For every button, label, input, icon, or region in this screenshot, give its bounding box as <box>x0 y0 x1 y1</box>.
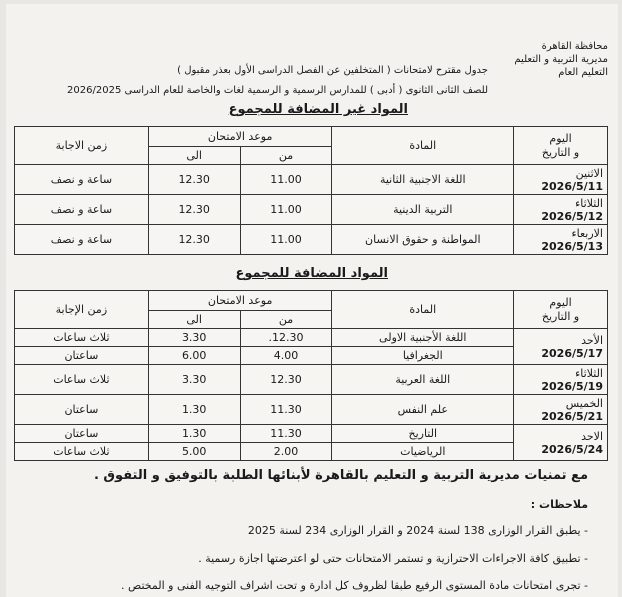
time-to: 5.00 <box>148 443 240 461</box>
exam-date: 2026/5/17 <box>541 346 603 360</box>
time-from: 12.30. <box>240 329 332 347</box>
notes-title: ملاحظات : <box>530 498 588 511</box>
subject-name: التاريخ <box>332 425 514 443</box>
header-to: الى <box>148 311 240 329</box>
duration: ساعتان <box>15 395 149 425</box>
closing-wishes: مع تمنيات مديرية التربية و التعليم بالقاهرة لأبنائها الطلبة بالتوفيق و التفوق . <box>93 468 588 483</box>
schedule-table-2 <box>14 290 608 461</box>
table-row <box>15 395 608 425</box>
header-title: جدول مقترح لامتحانات ( المتخلفين عن الفصل الدراسى الأول بعذر مقبول ) <box>177 65 488 76</box>
duration: ثلاث ساعات <box>15 329 149 347</box>
header-department: التعليم العام <box>558 67 608 78</box>
header-directorate: مديرية التربية و التعليم <box>514 54 608 65</box>
duration: ساعة و نصف <box>15 225 149 255</box>
time-to: 3.30 <box>148 365 240 395</box>
subject-name: اللغة الأجنبية الاولى <box>332 329 514 347</box>
schedule-table-1 <box>14 126 608 255</box>
subject-name: علم النفس <box>332 395 514 425</box>
exam-date: 2026/5/24 <box>541 442 603 456</box>
exam-date: 2026/5/21 <box>541 409 603 423</box>
day-name: الاحد <box>581 429 603 443</box>
time-from: 11.00 <box>240 165 332 195</box>
time-to: 6.00 <box>148 347 240 365</box>
exam-date: 2026/5/12 <box>541 209 603 223</box>
header-from: من <box>240 311 332 329</box>
note-item: - تطبيق كافة الاجراءات الاحترازية و تستمر الامتحانات حتى لو اعترضتها اجازة رسمية . <box>198 552 588 565</box>
time-from: 11.30 <box>240 425 332 443</box>
time-from: 11.00 <box>240 225 332 255</box>
time-to: 12.30 <box>148 195 240 225</box>
duration: ثلاث ساعات <box>15 443 149 461</box>
duration: ساعتان <box>15 425 149 443</box>
subject-name: التربية الدينية <box>332 195 514 225</box>
subject-name: الجغرافيا <box>332 347 514 365</box>
header-from: من <box>240 147 332 165</box>
section2-title: المواد المضافة للمجموع <box>235 266 388 281</box>
header-authority <box>514 40 608 79</box>
header-subject: المادة <box>332 291 514 329</box>
table-row <box>15 365 608 395</box>
time-from: 4.00 <box>240 347 332 365</box>
table-row <box>15 329 608 347</box>
header-duration: زمن الإجابة <box>15 291 149 329</box>
day-name: الاربعاء <box>571 226 603 240</box>
table-row <box>15 425 608 443</box>
exam-date: 2026/5/19 <box>541 379 603 393</box>
note-item: - تجرى امتحانات مادة المستوى الرفيع طبقا لظروف كل ادارة و تحت اشراف التوجيه الفنى و المختص . <box>121 579 588 592</box>
subject-name: اللغة العربية <box>332 365 514 395</box>
time-from: 11.00 <box>240 195 332 225</box>
exam-date: 2026/5/11 <box>541 179 603 193</box>
header-subtitle: للصف الثانى الثانوى ( أدبى ) للمدارس الرسمية و الرسمية لغات والخاصة للعام الدراسى 2026/2025 <box>67 85 488 96</box>
duration: ساعتان <box>15 347 149 365</box>
day-name: الثلاثاء <box>575 196 603 210</box>
time-to: 3.30 <box>148 329 240 347</box>
header-day-date: اليوم و التاريخ <box>514 127 608 165</box>
table-row <box>15 165 608 195</box>
duration: ساعة و نصف <box>15 195 149 225</box>
subject-name: المواطنة و حقوق الانسان <box>332 225 514 255</box>
header-to: الى <box>148 147 240 165</box>
header-exam-time: موعد الامتحان <box>148 127 332 147</box>
note-item: - يطبق القرار الوزارى 138 لسنة 2024 و القرار الوزارى 234 لسنة 2025 <box>247 524 588 537</box>
time-to: 1.30 <box>148 425 240 443</box>
day-name: الخميس <box>565 396 603 410</box>
time-to: 12.30 <box>148 225 240 255</box>
table-row <box>15 195 608 225</box>
exam-date: 2026/5/13 <box>541 239 603 253</box>
duration: ساعة و نصف <box>15 165 149 195</box>
time-from: 11.30 <box>240 395 332 425</box>
header-subject: المادة <box>332 127 514 165</box>
day-name: الثلاثاء <box>575 366 603 380</box>
time-from: 12.30 <box>240 365 332 395</box>
header-day-date: اليوم و التاريخ <box>514 291 608 329</box>
header-exam-time: موعد الامتحان <box>148 291 332 311</box>
day-name: الأحد <box>581 333 603 347</box>
section1-title: المواد غير المضافة للمجموع <box>228 102 408 117</box>
header-governorate: محافظة القاهرة <box>541 41 608 52</box>
day-name: الاثنين <box>575 166 603 180</box>
subject-name: الرياضيات <box>332 443 514 461</box>
time-to: 12.30 <box>148 165 240 195</box>
header-duration: زمن الاجابة <box>15 127 149 165</box>
table-row <box>15 225 608 255</box>
time-to: 1.30 <box>148 395 240 425</box>
duration: ثلاث ساعات <box>15 365 149 395</box>
time-from: 2.00 <box>240 443 332 461</box>
document-page <box>6 4 618 597</box>
subject-name: اللغة الاجنبية الثانية <box>332 165 514 195</box>
